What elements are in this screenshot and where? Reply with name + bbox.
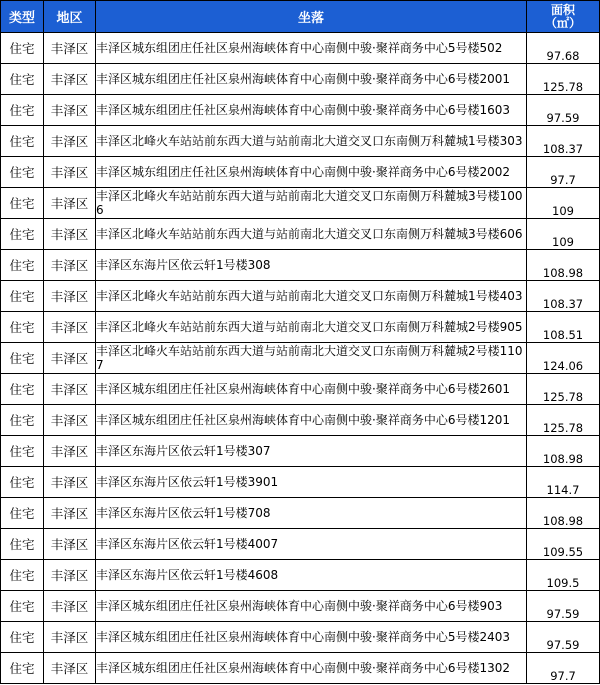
cell-district: 丰泽区 xyxy=(44,405,96,436)
cell-type: 住宅 xyxy=(1,281,44,312)
cell-location-text: 丰泽区北峰火车站站前东西大道与站前南北大道交叉口东南侧万科麓城3号楼606 xyxy=(96,227,523,241)
cell-location xyxy=(96,653,527,684)
cell-district: 丰泽区 xyxy=(44,219,96,250)
header-type: 类型 xyxy=(1,1,44,33)
cell-area: 109 xyxy=(527,188,600,219)
header-area-label: 面积 xyxy=(550,2,575,17)
cell-location-text: 丰泽区城东组团庄任社区泉州海峡体育中心南侧中骏·聚祥商务中心6号楼2002 xyxy=(96,165,510,179)
cell-location xyxy=(96,560,527,591)
cell-area: 109.5 xyxy=(527,560,600,591)
cell-location xyxy=(96,188,527,219)
cell-district: 丰泽区 xyxy=(44,591,96,622)
cell-area: 109 xyxy=(527,219,600,250)
cell-area: 114.7 xyxy=(527,467,600,498)
header-area xyxy=(527,1,600,33)
cell-location xyxy=(96,281,527,312)
table-row xyxy=(1,33,600,64)
cell-district: 丰泽区 xyxy=(44,498,96,529)
cell-type: 住宅 xyxy=(1,467,44,498)
cell-area: 125.78 xyxy=(527,64,600,95)
cell-district: 丰泽区 xyxy=(44,653,96,684)
cell-type: 住宅 xyxy=(1,33,44,64)
cell-district: 丰泽区 xyxy=(44,312,96,343)
cell-area: 125.78 xyxy=(527,405,600,436)
cell-area: 108.51 xyxy=(527,312,600,343)
cell-district: 丰泽区 xyxy=(44,281,96,312)
cell-area: 125.78 xyxy=(527,374,600,405)
cell-district: 丰泽区 xyxy=(44,126,96,157)
table-row xyxy=(1,157,600,188)
cell-district: 丰泽区 xyxy=(44,374,96,405)
cell-location xyxy=(96,95,527,126)
cell-location xyxy=(96,374,527,405)
table-row xyxy=(1,591,600,622)
table-row xyxy=(1,219,600,250)
table-row xyxy=(1,467,600,498)
cell-location xyxy=(96,250,527,281)
cell-area: 108.98 xyxy=(527,498,600,529)
cell-location xyxy=(96,498,527,529)
cell-district: 丰泽区 xyxy=(44,188,96,219)
cell-district: 丰泽区 xyxy=(44,95,96,126)
cell-area: 108.37 xyxy=(527,281,600,312)
cell-area: 108.37 xyxy=(527,126,600,157)
cell-area: 97.7 xyxy=(527,157,600,188)
cell-location-text: 丰泽区东海片区依云轩1号楼3901 xyxy=(96,475,279,489)
cell-district: 丰泽区 xyxy=(44,467,96,498)
cell-type: 住宅 xyxy=(1,591,44,622)
cell-location xyxy=(96,591,527,622)
header-district: 地区 xyxy=(44,1,96,33)
table-row xyxy=(1,498,600,529)
header-location: 坐落 xyxy=(96,1,527,33)
cell-location-text: 丰泽区城东组团庄任社区泉州海峡体育中心南侧中骏·聚祥商务中心6号楼1201 xyxy=(96,413,510,427)
table-row xyxy=(1,374,600,405)
cell-type: 住宅 xyxy=(1,653,44,684)
cell-area: 124.06 xyxy=(527,343,600,374)
cell-location-text: 丰泽区东海片区依云轩1号楼4608 xyxy=(96,568,279,582)
cell-type: 住宅 xyxy=(1,622,44,653)
cell-district: 丰泽区 xyxy=(44,343,96,374)
cell-type: 住宅 xyxy=(1,405,44,436)
cell-location xyxy=(96,219,527,250)
table-row xyxy=(1,250,600,281)
table-row xyxy=(1,188,600,219)
cell-type: 住宅 xyxy=(1,95,44,126)
cell-district: 丰泽区 xyxy=(44,436,96,467)
cell-location xyxy=(96,622,527,653)
cell-location-text: 丰泽区北峰火车站站前东西大道与站前南北大道交叉口东南侧万科麓城1号楼403 xyxy=(96,289,523,303)
cell-type: 住宅 xyxy=(1,126,44,157)
cell-district: 丰泽区 xyxy=(44,250,96,281)
cell-location xyxy=(96,157,527,188)
cell-area: 97.7 xyxy=(527,653,600,684)
table-row xyxy=(1,126,600,157)
cell-type: 住宅 xyxy=(1,529,44,560)
cell-type: 住宅 xyxy=(1,250,44,281)
cell-area: 97.59 xyxy=(527,622,600,653)
cell-location xyxy=(96,64,527,95)
cell-district: 丰泽区 xyxy=(44,622,96,653)
table-row xyxy=(1,312,600,343)
cell-area: 108.98 xyxy=(527,436,600,467)
cell-location xyxy=(96,436,527,467)
cell-location xyxy=(96,529,527,560)
cell-location-text: 丰泽区北峰火车站站前东西大道与站前南北大道交叉口东南侧万科麓城2号楼1107 xyxy=(96,344,523,372)
table-row xyxy=(1,95,600,126)
cell-location xyxy=(96,343,527,374)
table-row xyxy=(1,343,600,374)
cell-district: 丰泽区 xyxy=(44,529,96,560)
table-row xyxy=(1,405,600,436)
table-row xyxy=(1,64,600,95)
cell-location xyxy=(96,405,527,436)
cell-type: 住宅 xyxy=(1,498,44,529)
cell-type: 住宅 xyxy=(1,374,44,405)
cell-type: 住宅 xyxy=(1,560,44,591)
table-row xyxy=(1,529,600,560)
cell-location-text: 丰泽区城东组团庄任社区泉州海峡体育中心南侧中骏·聚祥商务中心6号楼2001 xyxy=(96,72,510,86)
cell-location-text: 丰泽区东海片区依云轩1号楼307 xyxy=(96,444,271,458)
cell-location-text: 丰泽区北峰火车站站前东西大道与站前南北大道交叉口东南侧万科麓城2号楼905 xyxy=(96,320,523,334)
cell-area: 108.98 xyxy=(527,250,600,281)
cell-type: 住宅 xyxy=(1,157,44,188)
cell-type: 住宅 xyxy=(1,64,44,95)
cell-location xyxy=(96,33,527,64)
cell-location-text: 丰泽区城东组团庄任社区泉州海峡体育中心南侧中骏·聚祥商务中心6号楼2601 xyxy=(96,382,510,396)
cell-location-text: 丰泽区城东组团庄任社区泉州海峡体育中心南侧中骏·聚祥商务中心5号楼502 xyxy=(96,41,503,55)
cell-area: 97.68 xyxy=(527,33,600,64)
cell-area: 97.59 xyxy=(527,95,600,126)
table-row xyxy=(1,436,600,467)
cell-area: 109.55 xyxy=(527,529,600,560)
cell-area: 97.59 xyxy=(527,591,600,622)
cell-location-text: 丰泽区城东组团庄任社区泉州海峡体育中心南侧中骏·聚祥商务中心6号楼1603 xyxy=(96,103,510,117)
cell-type: 住宅 xyxy=(1,188,44,219)
cell-district: 丰泽区 xyxy=(44,64,96,95)
table-row xyxy=(1,281,600,312)
cell-location-text: 丰泽区北峰火车站站前东西大道与站前南北大道交叉口东南侧万科麓城3号楼1006 xyxy=(96,189,523,217)
cell-type: 住宅 xyxy=(1,343,44,374)
cell-type: 住宅 xyxy=(1,312,44,343)
cell-location-text: 丰泽区东海片区依云轩1号楼708 xyxy=(96,506,271,520)
table-body xyxy=(1,33,600,684)
cell-location-text: 丰泽区东海片区依云轩1号楼308 xyxy=(96,258,271,272)
cell-district: 丰泽区 xyxy=(44,33,96,64)
cell-location xyxy=(96,312,527,343)
header-area-unit: （㎡） xyxy=(544,15,581,30)
cell-type: 住宅 xyxy=(1,436,44,467)
cell-location xyxy=(96,126,527,157)
cell-district: 丰泽区 xyxy=(44,157,96,188)
table-row xyxy=(1,653,600,684)
table-row xyxy=(1,622,600,653)
table-row xyxy=(1,560,600,591)
header-row xyxy=(1,1,600,33)
cell-location-text: 丰泽区城东组团庄任社区泉州海峡体育中心南侧中骏·聚祥商务中心6号楼1302 xyxy=(96,661,510,675)
cell-type: 住宅 xyxy=(1,219,44,250)
cell-district: 丰泽区 xyxy=(44,560,96,591)
cell-location xyxy=(96,467,527,498)
cell-location-text: 丰泽区东海片区依云轩1号楼4007 xyxy=(96,537,279,551)
cell-location-text: 丰泽区北峰火车站站前东西大道与站前南北大道交叉口东南侧万科麓城1号楼303 xyxy=(96,134,523,148)
cell-location-text: 丰泽区城东组团庄任社区泉州海峡体育中心南侧中骏·聚祥商务中心6号楼903 xyxy=(96,599,503,613)
cell-location-text: 丰泽区城东组团庄任社区泉州海峡体育中心南侧中骏·聚祥商务中心5号楼2403 xyxy=(96,630,510,644)
